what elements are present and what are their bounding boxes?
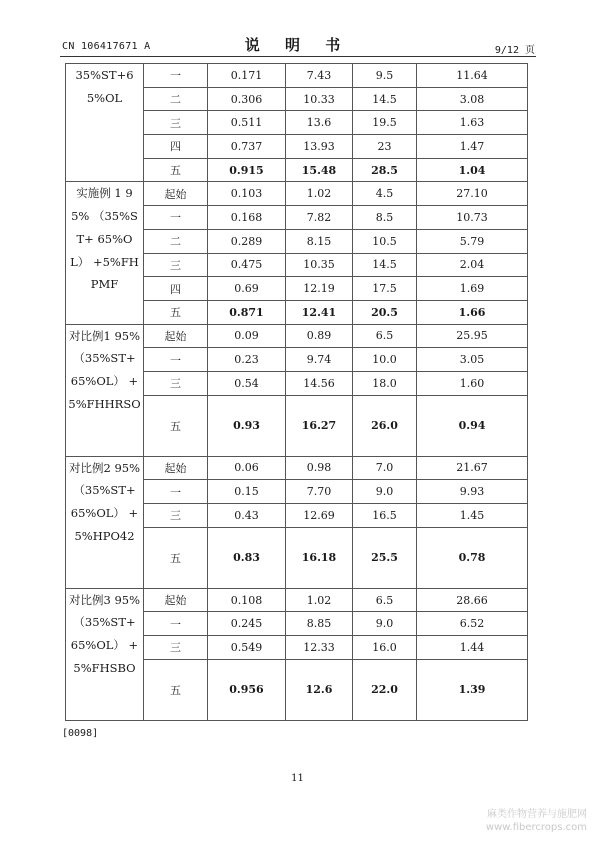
value-cell-v4: 1.60 — [417, 371, 528, 395]
stage-cell: 一 — [144, 64, 208, 88]
stage-cell: 一 — [144, 348, 208, 372]
value-cell-v1: 0.549 — [208, 636, 286, 660]
value-cell-v2: 13.93 — [286, 135, 353, 159]
value-cell-v2: 15.48 — [286, 158, 353, 182]
value-cell-v1: 0.103 — [208, 182, 286, 206]
table-row — [66, 64, 528, 88]
page-number: 11 — [291, 773, 304, 784]
value-cell-v1: 0.511 — [208, 111, 286, 135]
value-cell-v1: 0.168 — [208, 206, 286, 230]
value-cell-v2: 12.33 — [286, 636, 353, 660]
stage-cell: 五 — [144, 527, 208, 588]
value-cell-v3: 7.0 — [353, 456, 417, 480]
value-cell-v1: 0.43 — [208, 504, 286, 528]
value-cell-v1: 0.15 — [208, 480, 286, 504]
value-cell-v1: 0.475 — [208, 253, 286, 277]
value-cell-v3: 10.5 — [353, 229, 417, 253]
stage-cell: 一 — [144, 480, 208, 504]
value-cell-v3: 16.5 — [353, 504, 417, 528]
value-cell-v1: 0.737 — [208, 135, 286, 159]
value-cell-v2: 1.02 — [286, 182, 353, 206]
stage-cell: 二 — [144, 87, 208, 111]
value-cell-v1: 0.09 — [208, 324, 286, 348]
value-cell-v3: 28.5 — [353, 158, 417, 182]
value-cell-v4: 10.73 — [417, 206, 528, 230]
value-cell-v3: 22.0 — [353, 659, 417, 720]
paragraph-number: [0098] — [62, 728, 99, 739]
stage-cell: 起始 — [144, 324, 208, 348]
watermark — [486, 808, 587, 834]
value-cell-v4: 3.05 — [417, 348, 528, 372]
value-cell-v1: 0.915 — [208, 158, 286, 182]
sample-name-cell: 对比例2 95% （35%ST+ 65%OL） +5%HPO42 — [66, 456, 144, 588]
value-cell-v3: 26.0 — [353, 395, 417, 456]
sample-name-cell: 对比例3 95% （35%ST+ 65%OL） +5%FHSBO — [66, 588, 144, 720]
value-cell-v1: 0.23 — [208, 348, 286, 372]
table-row — [66, 182, 528, 206]
value-cell-v4: 3.08 — [417, 87, 528, 111]
value-cell-v4: 11.64 — [417, 64, 528, 88]
stage-cell: 三 — [144, 371, 208, 395]
value-cell-v4: 9.93 — [417, 480, 528, 504]
value-cell-v2: 1.02 — [286, 588, 353, 612]
value-cell-v4: 27.10 — [417, 182, 528, 206]
value-cell-v1: 0.871 — [208, 300, 286, 324]
sample-name-cell: 实施例 1 95% （35%ST+ 65%OL） +5%FHPMF — [66, 182, 144, 324]
value-cell-v1: 0.956 — [208, 659, 286, 720]
stage-cell: 五 — [144, 300, 208, 324]
value-cell-v3: 8.5 — [353, 206, 417, 230]
value-cell-v4: 25.95 — [417, 324, 528, 348]
value-cell-v2: 7.70 — [286, 480, 353, 504]
value-cell-v2: 16.18 — [286, 527, 353, 588]
value-cell-v1: 0.108 — [208, 588, 286, 612]
value-cell-v3: 9.0 — [353, 480, 417, 504]
value-cell-v1: 0.69 — [208, 277, 286, 301]
value-cell-v3: 23 — [353, 135, 417, 159]
value-cell-v3: 6.5 — [353, 324, 417, 348]
value-cell-v4: 28.66 — [417, 588, 528, 612]
stage-cell: 三 — [144, 253, 208, 277]
value-cell-v3: 14.5 — [353, 253, 417, 277]
page-title: 说 明 书 — [244, 36, 351, 54]
value-cell-v2: 7.82 — [286, 206, 353, 230]
value-cell-v4: 21.67 — [417, 456, 528, 480]
value-cell-v2: 12.69 — [286, 504, 353, 528]
stage-cell: 三 — [144, 504, 208, 528]
value-cell-v4: 2.04 — [417, 253, 528, 277]
value-cell-v2: 13.6 — [286, 111, 353, 135]
value-cell-v4: 1.69 — [417, 277, 528, 301]
value-cell-v3: 10.0 — [353, 348, 417, 372]
patent-number: CN 106417671 A — [62, 41, 151, 52]
value-cell-v2: 10.33 — [286, 87, 353, 111]
value-cell-v2: 8.85 — [286, 612, 353, 636]
stage-cell: 起始 — [144, 456, 208, 480]
value-cell-v2: 7.43 — [286, 64, 353, 88]
results-table — [65, 63, 528, 721]
value-cell-v1: 0.93 — [208, 395, 286, 456]
value-cell-v4: 1.44 — [417, 636, 528, 660]
value-cell-v1: 0.171 — [208, 64, 286, 88]
stage-cell: 一 — [144, 206, 208, 230]
value-cell-v4: 0.78 — [417, 527, 528, 588]
value-cell-v2: 12.6 — [286, 659, 353, 720]
value-cell-v2: 10.35 — [286, 253, 353, 277]
value-cell-v1: 0.83 — [208, 527, 286, 588]
stage-cell: 一 — [144, 612, 208, 636]
value-cell-v2: 9.74 — [286, 348, 353, 372]
value-cell-v2: 12.19 — [286, 277, 353, 301]
value-cell-v3: 9.5 — [353, 64, 417, 88]
value-cell-v3: 4.5 — [353, 182, 417, 206]
value-cell-v1: 0.245 — [208, 612, 286, 636]
value-cell-v4: 1.63 — [417, 111, 528, 135]
value-cell-v1: 0.54 — [208, 371, 286, 395]
watermark-line-2: www.fibercrops.com — [485, 822, 587, 833]
value-cell-v2: 0.89 — [286, 324, 353, 348]
watermark-line-1: 麻类作物营养与施肥网 — [487, 809, 587, 820]
sample-name-cell: 对比例1 95% （35%ST+ 65%OL） +5%FHHRSO — [66, 324, 144, 456]
value-cell-v2: 0.98 — [286, 456, 353, 480]
value-cell-v4: 1.47 — [417, 135, 528, 159]
page-counter: 9/12 页 — [494, 45, 535, 56]
value-cell-v3: 19.5 — [353, 111, 417, 135]
value-cell-v4: 0.94 — [417, 395, 528, 456]
value-cell-v4: 1.39 — [417, 659, 528, 720]
stage-cell: 三 — [144, 111, 208, 135]
sample-name-cell: 35%ST+65%OL — [66, 64, 144, 182]
stage-cell: 起始 — [144, 182, 208, 206]
stage-cell: 四 — [144, 135, 208, 159]
stage-cell: 四 — [144, 277, 208, 301]
results-table-body — [66, 64, 528, 721]
value-cell-v3: 25.5 — [353, 527, 417, 588]
header-divider — [60, 56, 536, 57]
value-cell-v4: 1.66 — [417, 300, 528, 324]
value-cell-v4: 6.52 — [417, 612, 528, 636]
table-row — [66, 324, 528, 348]
value-cell-v3: 20.5 — [353, 300, 417, 324]
stage-cell: 五 — [144, 659, 208, 720]
value-cell-v4: 1.04 — [417, 158, 528, 182]
value-cell-v2: 14.56 — [286, 371, 353, 395]
value-cell-v1: 0.06 — [208, 456, 286, 480]
value-cell-v3: 14.5 — [353, 87, 417, 111]
stage-cell: 五 — [144, 158, 208, 182]
stage-cell: 二 — [144, 229, 208, 253]
value-cell-v3: 16.0 — [353, 636, 417, 660]
value-cell-v3: 9.0 — [353, 612, 417, 636]
stage-cell: 三 — [144, 636, 208, 660]
value-cell-v2: 16.27 — [286, 395, 353, 456]
stage-cell: 起始 — [144, 588, 208, 612]
value-cell-v1: 0.306 — [208, 87, 286, 111]
table-row — [66, 588, 528, 612]
table-row — [66, 456, 528, 480]
value-cell-v4: 1.45 — [417, 504, 528, 528]
value-cell-v3: 17.5 — [353, 277, 417, 301]
value-cell-v2: 12.41 — [286, 300, 353, 324]
value-cell-v4: 5.79 — [417, 229, 528, 253]
value-cell-v3: 6.5 — [353, 588, 417, 612]
value-cell-v2: 8.15 — [286, 229, 353, 253]
stage-cell: 五 — [144, 395, 208, 456]
value-cell-v1: 0.289 — [208, 229, 286, 253]
value-cell-v3: 18.0 — [353, 371, 417, 395]
